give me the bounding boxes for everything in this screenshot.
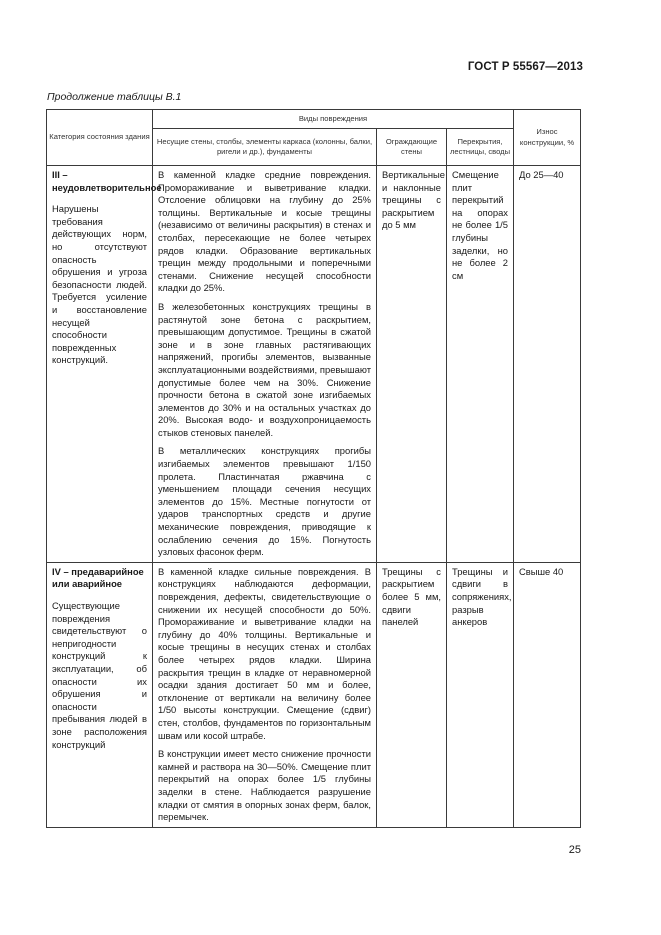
header-damage-types: Виды повреждения (153, 110, 514, 129)
table-header-row (47, 110, 581, 129)
bearing-paragraph: В каменной кладке сильные повреждения. В конструкциях наблюдаются деформации, повреждения, дефекты, свидетельствующие о снижении их несущей способности до 50%. Промораживание и выветривание кладки на глубину до 40% толщины. Вертикальные и косые трещины в несущих стенах и столбах более четырех рядов кладки. Ширина раскрытия трещин в кладке от неравномерной осадки здания достигает 50 мм и более, отклонение от вертикали на величину более 1/50 высоты конструкции. Смещение (сдвиг) стен, столбов, фундаментов по горизонтальным швам или косой штрабе. (158, 565, 371, 741)
bearing-paragraph: В каменной кладке средние повреждения. Промораживание и выветривание кладки. Отслоение облицовки на глубину до 25% толщины. Вертикальные и косые трещины (независимо от величины раскрытия) в стенах и столбах, пересекающие не более четырех рядов кладки. Образование вертикальных трещин между продольными и поперечными стенами. Снижение несущей способности кладки до 25%. (158, 169, 371, 294)
bearing-paragraph: В железобетонных конструкциях трещины в растянутой зоне бетона с раскрытием, превышающим допустимое. Трещины в сжатой зоне и в зоне главных растягивающих напряжений, прогибы элементов, вызванные эксплуатационными воздействиями, превышают допустимые более чем на 30%. Снижение прочности бетона в сжатой зоне изгибаемых элементов до 30% и на остальных участках до 20%. Высокая водо- и воздухопроницаемость стыков стеновых панелей. (158, 300, 371, 438)
header-wear: Износ конструкции, % (514, 110, 581, 166)
floors-cell: Смещение плит перекрытий на опорах не более 1/5 глубины заделки, но не более 2 см (447, 166, 514, 563)
document-code: ГОСТ Р 55567—2013 (467, 61, 583, 73)
header-floors: Перекрытия, лестницы, своды (447, 129, 514, 166)
category-description: Нарушены требования действующих норм, но отсутствуют опасность обрушения и угроза безопасности людей. Требуется усиление и восстановление несущей способности поврежденных конструкций. (52, 203, 147, 366)
category-title: III – неудовлетворительное (52, 169, 162, 193)
category-title: IV – предаварийное или аварийное (52, 565, 144, 590)
damage-table (46, 109, 581, 828)
header-bearing-walls: Несущие стены, столбы, элементы каркаса (колонны, балки, ригели и др.), фундаменты (153, 129, 377, 166)
table-row (47, 562, 581, 827)
category-description: Существующие повреждения свидетельствуют о непригодности конструкций к эксплуатации, об опасности их обрушения и опасности пребывания людей в зоне расположения конструкций (52, 600, 147, 750)
wear-cell: До 25—40 (514, 166, 581, 563)
bearing-cell (153, 562, 377, 827)
floors-cell: Трещины и сдвиги в сопряжениях, разрыв анкеров (447, 562, 514, 827)
category-cell (47, 166, 162, 563)
bearing-paragraph: В металлических конструкциях прогибы изгибаемых элементов превышают 1/150 пролета. Пластинчатая ржавчина с уменьшением площади сечения несущих элементов до 15%. Местные погнутости от ударов транспортных средств и другие механические повреждения, приводящие к ослаблению сечения до 15%. Погнутость узловых фасонок ферм. (158, 445, 371, 558)
enclosing-cell: Трещины с раскрытием более 5 мм, сдвиги панелей (377, 562, 447, 827)
category-cell (47, 562, 153, 827)
header-enclosing-walls: Ограждающие стены (377, 129, 447, 166)
page-number: 25 (568, 844, 581, 856)
table-caption: Продолжение таблицы В.1 (47, 91, 182, 103)
bearing-paragraph: В конструкции имеет место снижение прочности камней и раствора на 30—50%. Смещение плит перекрытий на опорах более 1/5 глубины заделки в стене. Наблюдается разрушение кладки от смятия в опорных зонах ферм, балок, перемычек. (158, 748, 371, 823)
header-category: Категория состояния здания (47, 110, 153, 166)
table-row (47, 166, 581, 563)
wear-cell: Свыше 40 (514, 562, 581, 827)
bearing-cell (153, 166, 377, 563)
enclosing-cell: Вертикальные и наклонные трещины с раскрытием до 5 мм (377, 166, 447, 563)
